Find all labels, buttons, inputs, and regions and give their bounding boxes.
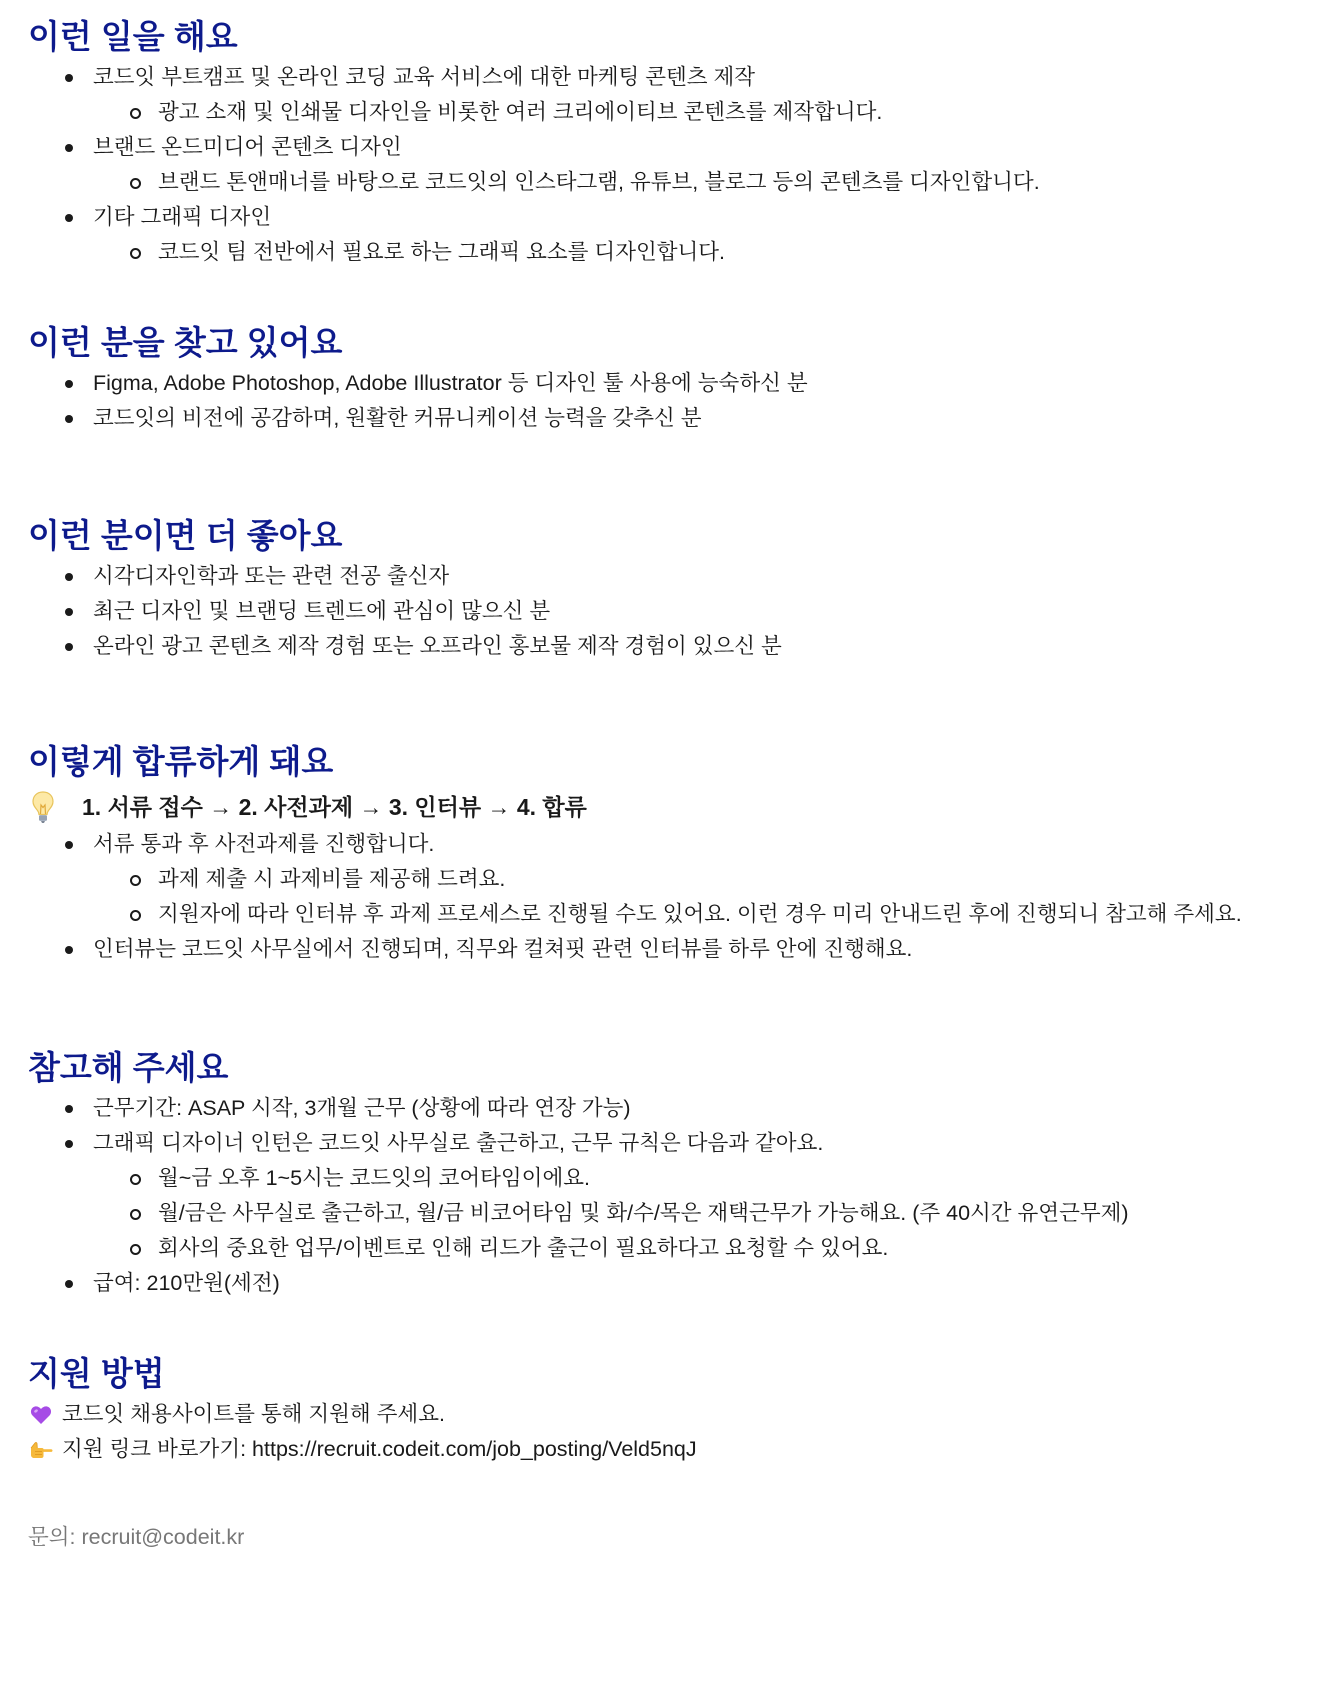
list-item [28, 1091, 1129, 1126]
process-list [28, 827, 1242, 967]
list-item-text: 근무기간: ASAP 시작, 3개월 근무 (상황에 따라 연장 가능) [93, 1091, 1129, 1126]
section-notes [28, 1046, 1129, 1301]
purple-heart-icon [28, 1405, 54, 1425]
apply-line-1 [28, 1397, 697, 1432]
list-item-text: 기타 그래픽 디자인 [93, 200, 1040, 235]
list-item-text: 그래픽 디자이너 인턴은 코드잇 사무실로 출근하고, 근무 규칙은 다음과 같아요. [93, 1126, 1129, 1161]
list-item-text: 시각디자인학과 또는 관련 전공 출신자 [93, 559, 782, 594]
apply-link-text[interactable]: 지원 링크 바로가기: https://recruit.codeit.com/job_posting/Veld5nqJ [62, 1437, 697, 1461]
section-title: 이런 일을 해요 [28, 18, 238, 55]
list-item-text: Figma, Adobe Photoshop, Adobe Illustrator 등 디자인 툴 사용에 능숙하신 분 [93, 366, 808, 401]
list-item-text: 코드잇 부트캠프 및 온라인 코딩 교육 서비스에 대한 마케팅 콘텐츠 제작 [93, 60, 1040, 95]
list-item [28, 366, 808, 401]
sub-list [28, 165, 1040, 200]
notes-list [28, 1091, 1129, 1301]
list-item [28, 401, 808, 436]
list-item [28, 629, 782, 664]
sub-list-wrapper [28, 165, 1040, 200]
list-item-text: 서류 통과 후 사전과제를 진행합니다. [93, 827, 1242, 862]
list-item-text: 최근 디자인 및 브랜딩 트렌드에 관심이 많으신 분 [93, 594, 782, 629]
sub-list-wrapper [28, 235, 1040, 270]
list-item [28, 1266, 1129, 1301]
section-title: 이렇게 합류하게 돼요 [28, 743, 334, 780]
sub-list-item: 브랜드 톤앤매너를 바탕으로 코드잇의 인스타그램, 유튜브, 블로그 등의 콘텐츠를 디자인합니다. [93, 165, 1040, 200]
sub-list-item: 과제 제출 시 과제비를 제공해 드려요. [93, 862, 1242, 897]
section-looking [28, 321, 808, 436]
section-title: 참고해 주세요 [28, 1049, 229, 1086]
list-item [28, 200, 1040, 235]
list-item-text: 브랜드 온드미디어 콘텐츠 디자인 [93, 130, 1040, 165]
sub-list-wrapper [28, 1161, 1129, 1266]
list-item [28, 932, 1242, 967]
list-item-text: 급여: 210만원(세전) [93, 1266, 1129, 1301]
sub-list-item: 회사의 중요한 업무/이벤트로 인해 리드가 출근이 필요하다고 요청할 수 있어요. [93, 1231, 1129, 1266]
sub-list-item: 지원자에 따라 인터뷰 후 과제 프로세스로 진행될 수도 있어요. 이런 경우 미리 안내드린 후에 진행되니 참고해 주세요. [93, 897, 1242, 932]
sub-list-item: 코드잇 팀 전반에서 필요로 하는 그래픽 요소를 디자인합니다. [93, 235, 1040, 270]
process-callout [28, 787, 1242, 827]
sub-list [28, 95, 1040, 130]
list-item-text: 코드잇의 비전에 공감하며, 원활한 커뮤니케이션 능력을 갖추신 분 [93, 401, 808, 436]
apply-instruction: 코드잇 채용사이트를 통해 지원해 주세요. [62, 1402, 445, 1426]
sub-list-item: 월/금은 사무실로 출근하고, 월/금 비코어타임 및 화/수/목은 재택근무가 가능해요. (주 40시간 유연근무제) [93, 1196, 1129, 1231]
pointing-hand-icon [28, 1441, 54, 1459]
sub-list [28, 862, 1242, 932]
list-item [28, 1126, 1129, 1161]
section-title: 지원 방법 [28, 1355, 165, 1392]
list-item [28, 60, 1040, 95]
looking-list [28, 366, 808, 436]
list-item [28, 827, 1242, 862]
section-work [28, 15, 1040, 270]
list-item-text: 인터뷰는 코드잇 사무실에서 진행되며, 직무와 컬쳐핏 관련 인터뷰를 하루 안에 진행해요. [93, 932, 1242, 967]
section-process [28, 740, 1242, 967]
list-item [28, 559, 782, 594]
sub-list-wrapper [28, 95, 1040, 130]
work-list [28, 60, 1040, 270]
list-item [28, 594, 782, 629]
sub-list-item: 광고 소재 및 인쇄물 디자인을 비롯한 여러 크리에이티브 콘텐츠를 제작합니다. [93, 95, 1040, 130]
apply-line-2[interactable] [28, 1432, 697, 1467]
section-title: 이런 분이면 더 좋아요 [28, 517, 343, 554]
sub-list-wrapper [28, 862, 1242, 932]
sub-list-item: 월~금 오후 1~5시는 코드잇의 코어타임이에요. [93, 1161, 1129, 1196]
preferred-list [28, 559, 782, 664]
lightbulb-icon [28, 790, 58, 824]
sub-list [28, 235, 1040, 270]
section-title: 이런 분을 찾고 있어요 [28, 324, 343, 361]
process-steps-text: 1. 서류 접수 → 2. 사전과제 → 3. 인터뷰 → 4. 합류 [82, 794, 587, 820]
list-item-text: 온라인 광고 콘텐츠 제작 경험 또는 오프라인 홍보물 제작 경험이 있으신 분 [93, 629, 782, 664]
section-preferred [28, 514, 782, 664]
sub-list [28, 1161, 1129, 1266]
list-item [28, 130, 1040, 165]
section-apply [28, 1352, 697, 1467]
contact-line: 문의: recruit@codeit.kr [28, 1525, 245, 1549]
